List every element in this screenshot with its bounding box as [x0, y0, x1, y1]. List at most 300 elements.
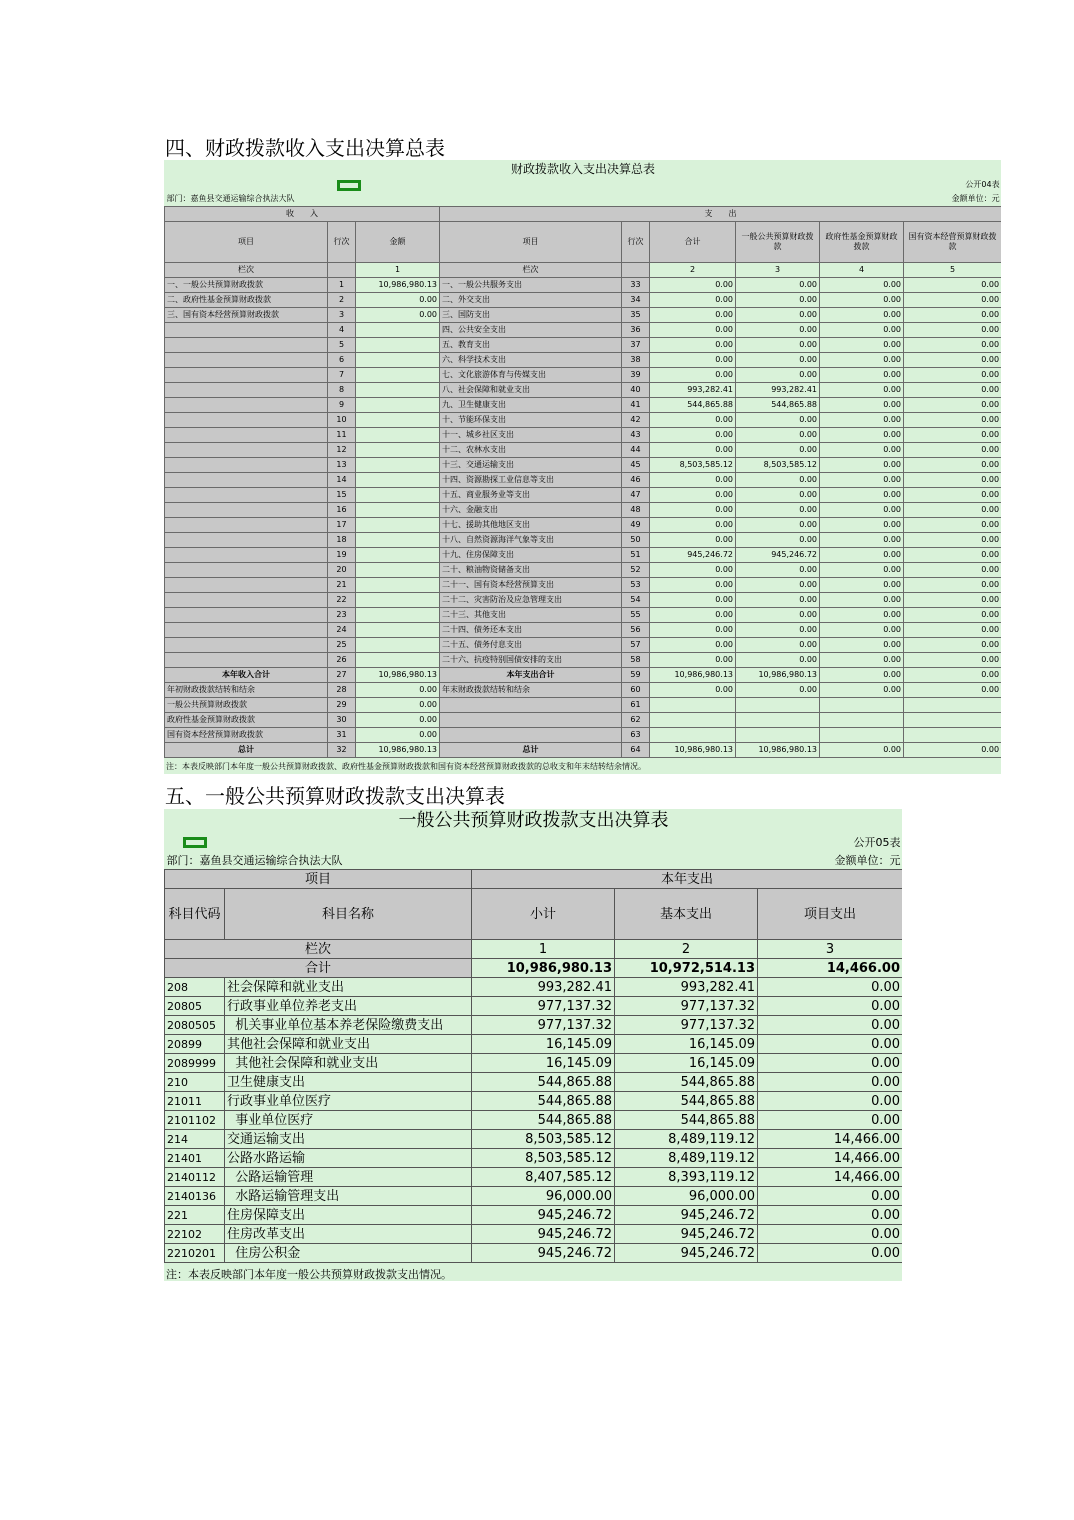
- table5-row: [165, 1092, 903, 1111]
- expense-state: 0.00: [904, 563, 1002, 578]
- income-amount: [356, 548, 440, 563]
- expense-total: 0.00: [650, 428, 736, 443]
- basic-expense: 977,137.32: [615, 997, 758, 1016]
- expense-fund: 0.00: [820, 353, 904, 368]
- expense-fund: 0.00: [820, 383, 904, 398]
- table4-row: [165, 458, 1002, 473]
- subject-name: 事业单位医疗: [225, 1111, 472, 1130]
- expense-general: 0.00: [736, 518, 820, 533]
- table4-row: [165, 608, 1002, 623]
- income-amount: 0.00: [356, 683, 440, 698]
- expense-row-no: 33: [622, 278, 650, 293]
- income-item: [165, 398, 328, 413]
- col-income-item: 项目: [165, 222, 328, 263]
- expense-row-no: 57: [622, 638, 650, 653]
- expense-fund: 0.00: [820, 683, 904, 698]
- income-amount: [356, 638, 440, 653]
- income-row-no: 10: [328, 413, 356, 428]
- subtotal: 16,145.09: [472, 1054, 615, 1073]
- expense-item: 十五、商业服务业等支出: [440, 488, 622, 503]
- basic-expense: 16,145.09: [615, 1035, 758, 1054]
- expense-item: 总计: [440, 743, 622, 758]
- income-row-no: 9: [328, 398, 356, 413]
- expense-general: 0.00: [736, 293, 820, 308]
- expense-state: 0.00: [904, 368, 1002, 383]
- expense-row-no: 49: [622, 518, 650, 533]
- income-amount: [356, 473, 440, 488]
- table5-form-no: 公开05表: [853, 835, 901, 849]
- income-amount: 0.00: [356, 713, 440, 728]
- expense-fund: 0.00: [820, 338, 904, 353]
- expense-row-no: 39: [622, 368, 650, 383]
- expense-row-no: 52: [622, 563, 650, 578]
- income-row-no: 31: [328, 728, 356, 743]
- income-amount: [356, 383, 440, 398]
- expense-general: 0.00: [736, 503, 820, 518]
- expense-general: 8,503,585.12: [736, 458, 820, 473]
- table4: [164, 160, 1001, 758]
- table5-row: [165, 1111, 903, 1130]
- subject-code: 2080505: [165, 1016, 225, 1035]
- income-amount: [356, 518, 440, 533]
- col-project: 项目支出: [758, 889, 903, 940]
- expense-item: 二十三、其他支出: [440, 608, 622, 623]
- basic-expense: 8,489,119.12: [615, 1130, 758, 1149]
- income-item: [165, 458, 328, 473]
- expense-row-no: 58: [622, 653, 650, 668]
- subtotal: 8,503,585.12: [472, 1130, 615, 1149]
- income-row-no: 24: [328, 623, 356, 638]
- expense-row-no: 36: [622, 323, 650, 338]
- expense-fund: 0.00: [820, 443, 904, 458]
- project-expense: 14,466.00: [758, 1168, 903, 1187]
- subject-name: 卫生健康支出: [225, 1073, 472, 1092]
- income-item: 一般公共预算财政拨款: [165, 698, 328, 713]
- income-amount: [356, 608, 440, 623]
- expense-row-no: 38: [622, 353, 650, 368]
- col-subtotal: 小计: [472, 889, 615, 940]
- table4-row: [165, 623, 1002, 638]
- lanci-num: 2: [650, 263, 736, 278]
- expense-general: 0.00: [736, 593, 820, 608]
- expense-item: 九、卫生健康支出: [440, 398, 622, 413]
- income-row-no: 30: [328, 713, 356, 728]
- income-item: [165, 323, 328, 338]
- expense-total: 0.00: [650, 638, 736, 653]
- project-expense: 14,466.00: [758, 1149, 903, 1168]
- expense-header: 支 出: [440, 207, 1002, 222]
- expense-item: [440, 728, 622, 743]
- income-amount: [356, 428, 440, 443]
- subject-name: 其他社会保障和就业支出: [225, 1035, 472, 1054]
- expense-total: 0.00: [650, 293, 736, 308]
- expense-item: 四、公共安全支出: [440, 323, 622, 338]
- expense-state: 0.00: [904, 578, 1002, 593]
- expense-total: 544,865.88: [650, 398, 736, 413]
- lanci-num: 2: [615, 940, 758, 959]
- subject-name: 公路水路运输: [225, 1149, 472, 1168]
- expense-general: 0.00: [736, 638, 820, 653]
- project-expense: 0.00: [758, 997, 903, 1016]
- expense-total: 0.00: [650, 323, 736, 338]
- project-expense: 0.00: [758, 1073, 903, 1092]
- total-project: 14,466.00: [758, 959, 903, 978]
- expense-total: 10,986,980.13: [650, 743, 736, 758]
- table5: [164, 809, 902, 1263]
- table4-title: 财政拨款收入支出决算总表: [511, 162, 656, 176]
- expense-total: 10,986,980.13: [650, 668, 736, 683]
- expense-general: 993,282.41: [736, 383, 820, 398]
- expense-state: 0.00: [904, 653, 1002, 668]
- basic-expense: 544,865.88: [615, 1073, 758, 1092]
- expense-fund: 0.00: [820, 638, 904, 653]
- expense-fund: 0.00: [820, 518, 904, 533]
- expense-general: 0.00: [736, 428, 820, 443]
- expense-row-no: 46: [622, 473, 650, 488]
- table4-row: [165, 713, 1002, 728]
- expense-state: [904, 728, 1002, 743]
- income-amount: [356, 563, 440, 578]
- expense-general: 0.00: [736, 623, 820, 638]
- table5-unit: 金额单位：元: [834, 853, 901, 867]
- income-row-no: 29: [328, 698, 356, 713]
- basic-expense: 945,246.72: [615, 1225, 758, 1244]
- expense-state: 0.00: [904, 458, 1002, 473]
- basic-expense: 16,145.09: [615, 1054, 758, 1073]
- col-total: 合计: [650, 222, 736, 263]
- subtotal: 945,246.72: [472, 1244, 615, 1263]
- income-amount: [356, 323, 440, 338]
- expense-state: 0.00: [904, 428, 1002, 443]
- expense-total: 0.00: [650, 338, 736, 353]
- expense-total: 0.00: [650, 308, 736, 323]
- table4-row: [165, 518, 1002, 533]
- table4-row: [165, 503, 1002, 518]
- col-item: 项目: [165, 870, 472, 889]
- expense-fund: 0.00: [820, 368, 904, 383]
- expense-fund: 0.00: [820, 323, 904, 338]
- subject-code: 20805: [165, 997, 225, 1016]
- project-expense: 0.00: [758, 1035, 903, 1054]
- income-row-no: 15: [328, 488, 356, 503]
- expense-fund: 0.00: [820, 668, 904, 683]
- table4-row: [165, 668, 1002, 683]
- table4-row: [165, 563, 1002, 578]
- expense-fund: 0.00: [820, 563, 904, 578]
- table5-note: 注：本表反映部门本年度一般公共预算财政拨款支出情况。: [166, 1268, 452, 1281]
- income-row-no: 13: [328, 458, 356, 473]
- lanci-num: 1: [472, 940, 615, 959]
- expense-state: 0.00: [904, 503, 1002, 518]
- income-item: [165, 653, 328, 668]
- expense-general: 945,246.72: [736, 548, 820, 563]
- expense-state: 0.00: [904, 323, 1002, 338]
- subtotal: 977,137.32: [472, 997, 615, 1016]
- expense-row-no: 63: [622, 728, 650, 743]
- sheet-marker-icon: [165, 178, 440, 192]
- col-basic: 基本支出: [615, 889, 758, 940]
- project-expense: 0.00: [758, 1054, 903, 1073]
- expense-fund: 0.00: [820, 473, 904, 488]
- income-item: 本年收入合计: [165, 668, 328, 683]
- table4-row: [165, 683, 1002, 698]
- project-expense: 0.00: [758, 1092, 903, 1111]
- lanci-num: 3: [758, 940, 903, 959]
- income-item: 年初财政拨款结转和结余: [165, 683, 328, 698]
- expense-state: 0.00: [904, 623, 1002, 638]
- expense-state: 0.00: [904, 278, 1002, 293]
- expense-state: 0.00: [904, 413, 1002, 428]
- income-amount: 10,986,980.13: [356, 743, 440, 758]
- expense-item: 十二、农林水支出: [440, 443, 622, 458]
- expense-general: 0.00: [736, 563, 820, 578]
- subject-code: 2140112: [165, 1168, 225, 1187]
- income-item: [165, 578, 328, 593]
- subject-name: 住房改革支出: [225, 1225, 472, 1244]
- table5-row: [165, 1149, 903, 1168]
- expense-state: 0.00: [904, 338, 1002, 353]
- income-row-no: 2: [328, 293, 356, 308]
- expense-row-no: 43: [622, 428, 650, 443]
- expense-row-no: 60: [622, 683, 650, 698]
- subject-name: 其他社会保障和就业支出: [225, 1054, 472, 1073]
- expense-item: [440, 698, 622, 713]
- expense-total: 0.00: [650, 488, 736, 503]
- table5-row: [165, 1035, 903, 1054]
- expense-total: 0.00: [650, 443, 736, 458]
- expense-total: 0.00: [650, 683, 736, 698]
- table4-row: [165, 533, 1002, 548]
- table4-row: [165, 653, 1002, 668]
- expense-item: 七、文化旅游体育与传媒支出: [440, 368, 622, 383]
- expense-total: 0.00: [650, 608, 736, 623]
- table5-title: 一般公共预算财政拨款支出决算表: [398, 810, 669, 831]
- col-income-row: 行次: [328, 222, 356, 263]
- income-row-no: 7: [328, 368, 356, 383]
- income-amount: [356, 443, 440, 458]
- income-row-no: 16: [328, 503, 356, 518]
- expense-row-no: 59: [622, 668, 650, 683]
- subject-code: 2140136: [165, 1187, 225, 1206]
- expense-total: 0.00: [650, 593, 736, 608]
- subtotal: 96,000.00: [472, 1187, 615, 1206]
- expense-item: 二、外交支出: [440, 293, 622, 308]
- subject-code: 214: [165, 1130, 225, 1149]
- basic-expense: 945,246.72: [615, 1244, 758, 1263]
- expense-state: 0.00: [904, 353, 1002, 368]
- expense-state: 0.00: [904, 293, 1002, 308]
- expense-general: [736, 713, 820, 728]
- table4-row: [165, 593, 1002, 608]
- basic-expense: 8,393,119.12: [615, 1168, 758, 1187]
- income-item: 国有资本经营预算财政拨款: [165, 728, 328, 743]
- subtotal: 977,137.32: [472, 1016, 615, 1035]
- expense-item: 一、一般公共服务支出: [440, 278, 622, 293]
- expense-total: [650, 713, 736, 728]
- expense-row-no: 42: [622, 413, 650, 428]
- project-expense: 0.00: [758, 1244, 903, 1263]
- income-row-no: 1: [328, 278, 356, 293]
- expense-total: 0.00: [650, 623, 736, 638]
- table4-sheet: [164, 160, 1001, 774]
- subject-code: 2089999: [165, 1054, 225, 1073]
- col-income-amount: 金额: [356, 222, 440, 263]
- expense-total: 945,246.72: [650, 548, 736, 563]
- expense-total: [650, 698, 736, 713]
- expense-state: 0.00: [904, 383, 1002, 398]
- expense-general: 0.00: [736, 443, 820, 458]
- expense-fund: 0.00: [820, 623, 904, 638]
- expense-fund: 0.00: [820, 743, 904, 758]
- expense-row-no: 45: [622, 458, 650, 473]
- expense-item: 六、科学技术支出: [440, 353, 622, 368]
- subtotal: 544,865.88: [472, 1111, 615, 1130]
- expense-state: 0.00: [904, 548, 1002, 563]
- table4-row: [165, 338, 1002, 353]
- table4-row: [165, 488, 1002, 503]
- table4-row: [165, 728, 1002, 743]
- income-amount: [356, 503, 440, 518]
- subtotal: 8,503,585.12: [472, 1149, 615, 1168]
- project-expense: 14,466.00: [758, 1130, 903, 1149]
- subject-name: 住房保障支出: [225, 1206, 472, 1225]
- table4-row: [165, 323, 1002, 338]
- income-row-no: 6: [328, 353, 356, 368]
- table5-row: [165, 1054, 903, 1073]
- expense-fund: 0.00: [820, 503, 904, 518]
- expense-total: 0.00: [650, 413, 736, 428]
- total-subtotal: 10,986,980.13: [472, 959, 615, 978]
- income-amount: [356, 488, 440, 503]
- basic-expense: 993,282.41: [615, 978, 758, 997]
- income-item: 三、国有资本经营预算财政拨款: [165, 308, 328, 323]
- expense-item: 八、社会保障和就业支出: [440, 383, 622, 398]
- expense-general: 544,865.88: [736, 398, 820, 413]
- table5-row: [165, 1016, 903, 1035]
- income-amount: 0.00: [356, 728, 440, 743]
- expense-row-no: 54: [622, 593, 650, 608]
- income-header: 收 入: [165, 207, 440, 222]
- income-item: [165, 638, 328, 653]
- income-amount: [356, 623, 440, 638]
- table4-row: [165, 353, 1002, 368]
- income-amount: [356, 368, 440, 383]
- table4-row: [165, 638, 1002, 653]
- income-row-no: 5: [328, 338, 356, 353]
- income-item: [165, 368, 328, 383]
- income-row-no: 17: [328, 518, 356, 533]
- sheet-marker-icon: [165, 833, 472, 851]
- table4-row: [165, 398, 1002, 413]
- expense-fund: 0.00: [820, 653, 904, 668]
- expense-general: 0.00: [736, 653, 820, 668]
- expense-item: 十八、自然资源海洋气象等支出: [440, 533, 622, 548]
- income-amount: [356, 338, 440, 353]
- expense-total: 0.00: [650, 518, 736, 533]
- subtotal: 945,246.72: [472, 1206, 615, 1225]
- expense-general: 10,986,980.13: [736, 668, 820, 683]
- expense-total: 0.00: [650, 353, 736, 368]
- income-amount: [356, 458, 440, 473]
- expense-state: 0.00: [904, 743, 1002, 758]
- expense-total: 0.00: [650, 368, 736, 383]
- section4-heading: 四、财政拨款收入支出决算总表: [165, 136, 445, 160]
- expense-state: 0.00: [904, 398, 1002, 413]
- table5-row: [165, 1073, 903, 1092]
- expense-row-no: 62: [622, 713, 650, 728]
- table4-row: [165, 383, 1002, 398]
- income-item: [165, 428, 328, 443]
- expense-general: [736, 698, 820, 713]
- expense-fund: 0.00: [820, 413, 904, 428]
- table4-row: [165, 743, 1002, 758]
- basic-expense: 8,489,119.12: [615, 1149, 758, 1168]
- table4-row: [165, 443, 1002, 458]
- income-row-no: 32: [328, 743, 356, 758]
- subject-name: 机关事业单位基本养老保险缴费支出: [225, 1016, 472, 1035]
- table5-row: [165, 1168, 903, 1187]
- table4-row: [165, 278, 1002, 293]
- expense-row-no: 56: [622, 623, 650, 638]
- expense-total: 0.00: [650, 653, 736, 668]
- income-row-no: 14: [328, 473, 356, 488]
- income-row-no: 19: [328, 548, 356, 563]
- income-item: [165, 518, 328, 533]
- income-amount: [356, 533, 440, 548]
- income-row-no: 27: [328, 668, 356, 683]
- expense-fund: 0.00: [820, 593, 904, 608]
- lanci-label: 栏次: [165, 940, 472, 959]
- income-item: 政府性基金预算财政拨款: [165, 713, 328, 728]
- expense-general: 0.00: [736, 608, 820, 623]
- subject-code: 21011: [165, 1092, 225, 1111]
- expense-item: 五、教育支出: [440, 338, 622, 353]
- expense-state: 0.00: [904, 518, 1002, 533]
- subtotal: 993,282.41: [472, 978, 615, 997]
- expense-total: 0.00: [650, 503, 736, 518]
- expense-item: 三、国防支出: [440, 308, 622, 323]
- col-expense-item: 项目: [440, 222, 622, 263]
- income-row-no: 4: [328, 323, 356, 338]
- subject-code: 22102: [165, 1225, 225, 1244]
- col-general: 一般公共预算财政拨款: [736, 222, 820, 263]
- section5-heading: 五、一般公共预算财政拨款支出决算表: [165, 784, 505, 808]
- project-expense: 0.00: [758, 1225, 903, 1244]
- table4-unit: 金额单位：元: [951, 194, 1000, 203]
- expense-row-no: 41: [622, 398, 650, 413]
- income-row-no: 28: [328, 683, 356, 698]
- table4-row: [165, 548, 1002, 563]
- income-item: 总计: [165, 743, 328, 758]
- income-item: [165, 593, 328, 608]
- subject-code: 21401: [165, 1149, 225, 1168]
- income-item: [165, 548, 328, 563]
- lanci-num: 5: [904, 263, 1002, 278]
- expense-row-no: 55: [622, 608, 650, 623]
- subject-name: 行政事业单位养老支出: [225, 997, 472, 1016]
- expense-item: 二十四、债务还本支出: [440, 623, 622, 638]
- table4-row: [165, 308, 1002, 323]
- income-amount: 0.00: [356, 308, 440, 323]
- expense-row-no: 37: [622, 338, 650, 353]
- income-item: [165, 443, 328, 458]
- subject-name: 公路运输管理: [225, 1168, 472, 1187]
- table5-row: [165, 1130, 903, 1149]
- expense-state: 0.00: [904, 488, 1002, 503]
- expense-fund: 0.00: [820, 428, 904, 443]
- expense-fund: 0.00: [820, 308, 904, 323]
- project-expense: 0.00: [758, 978, 903, 997]
